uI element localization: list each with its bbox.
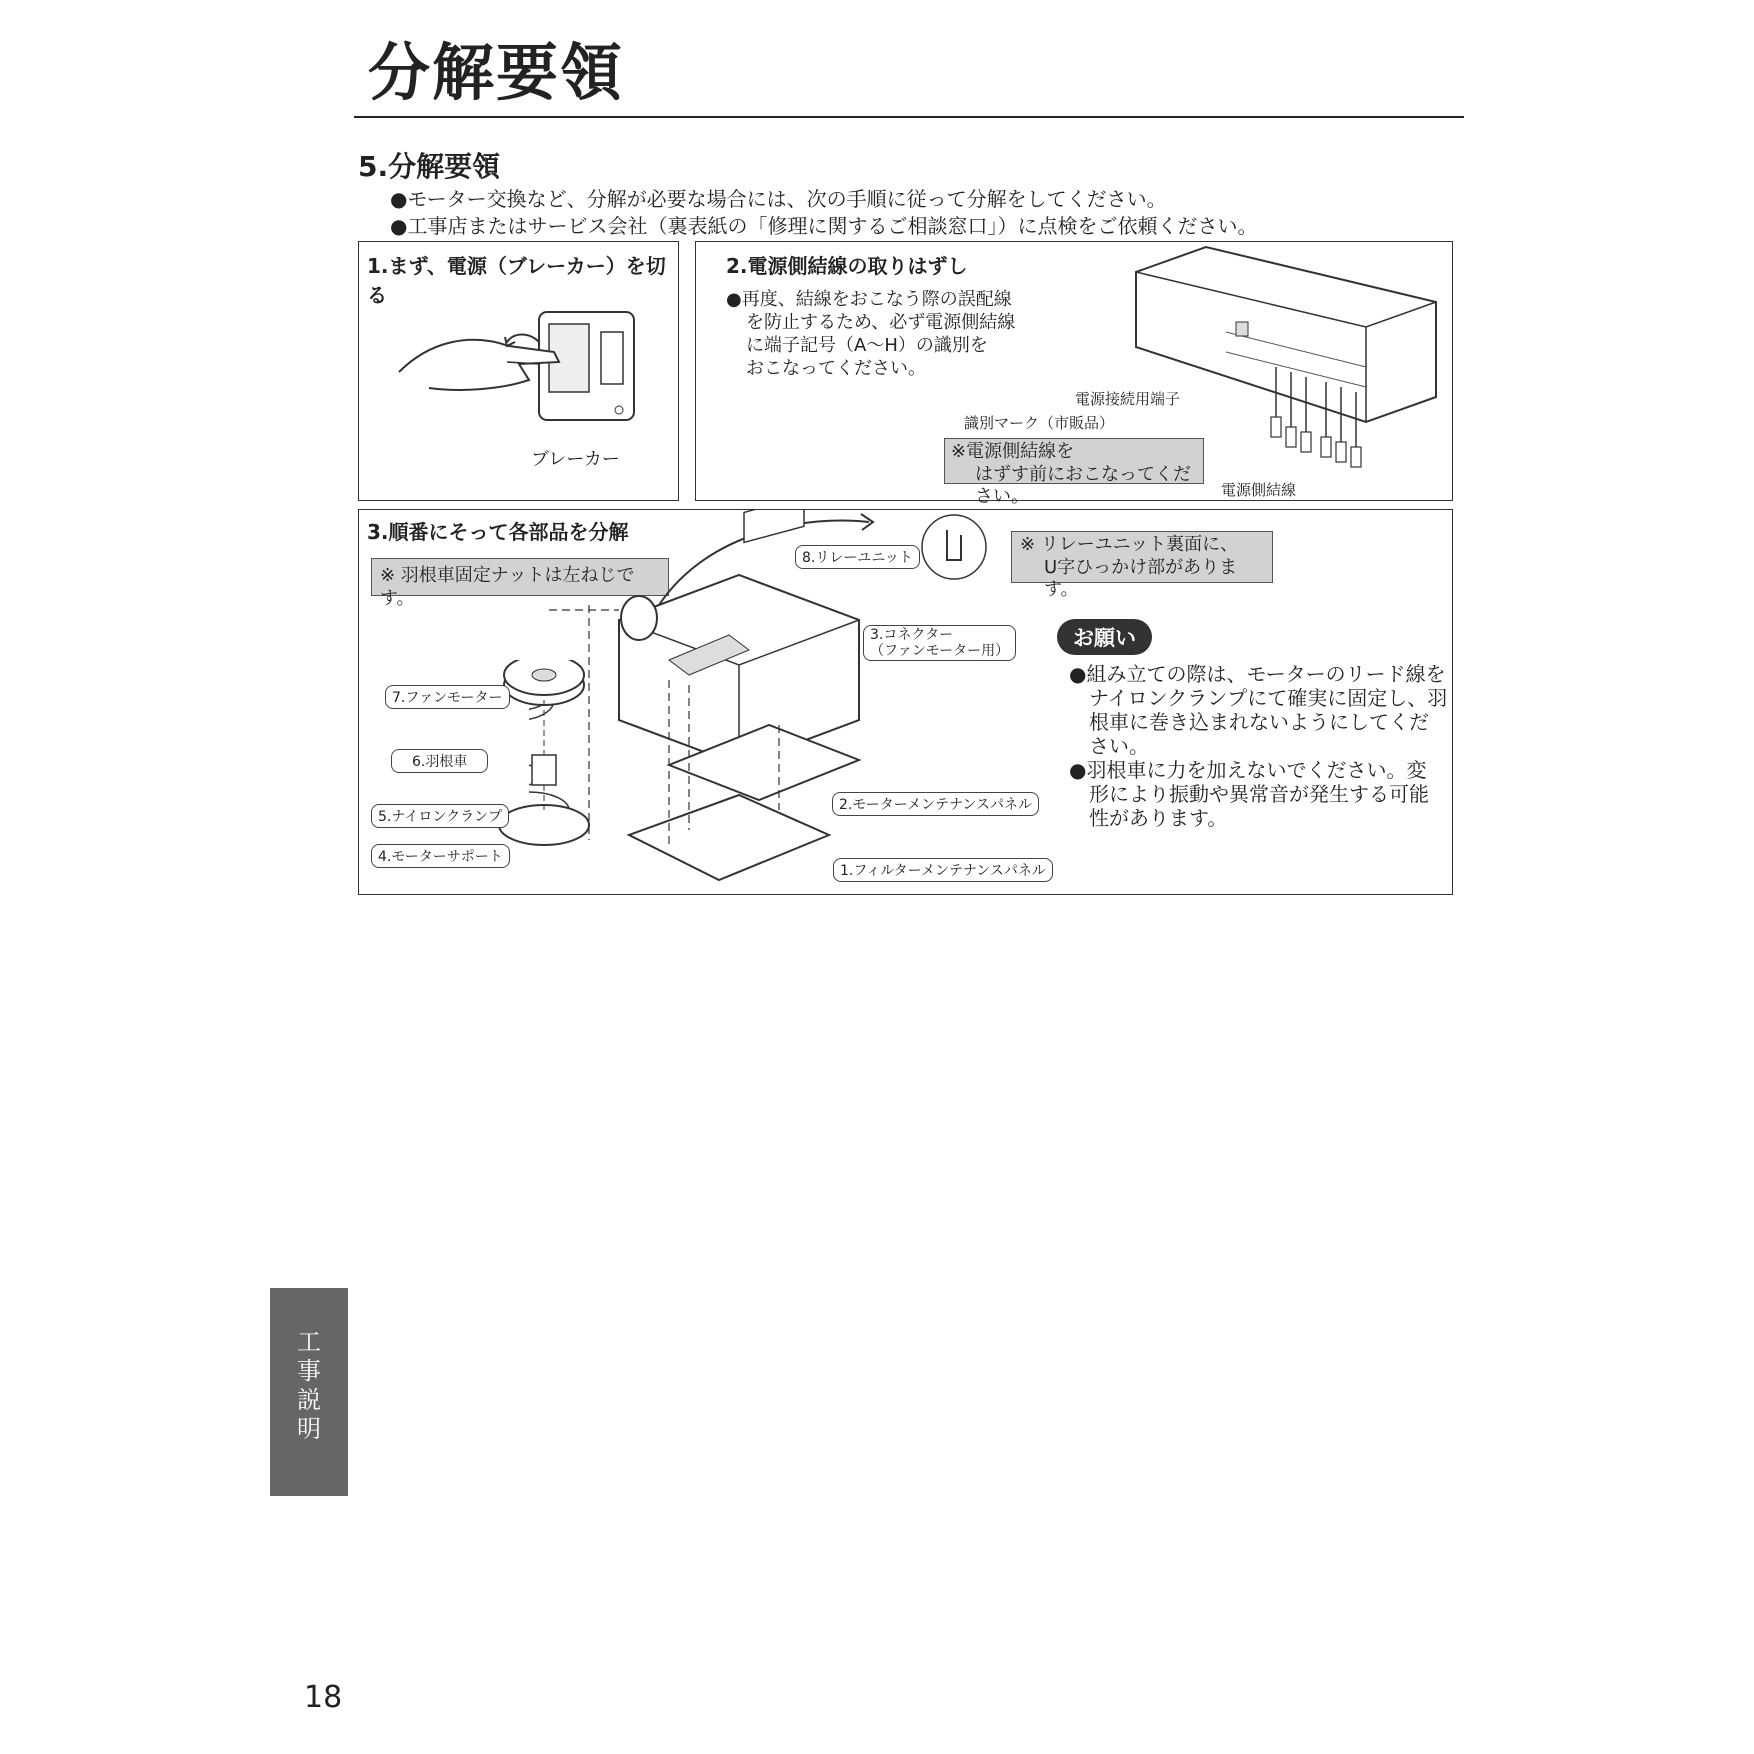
part-label-motor-support: 4.モーターサポート (371, 844, 510, 868)
side-tab-char-4: 明 (297, 1415, 321, 1443)
page-number: 18 (304, 1680, 343, 1715)
side-tab-char-3: 説 (297, 1386, 321, 1414)
step1-panel (358, 241, 679, 501)
request-badge: お願い (1057, 619, 1152, 655)
part-label-nylon-clamp: 5.ナイロンクランプ (371, 804, 509, 828)
step2-text-2: を防止するため、必ず電源側結線 (746, 312, 1016, 333)
relay-note-line-2: U字ひっかけ部があります。 (1044, 556, 1238, 600)
part-label-connector (863, 625, 1016, 661)
breaker-label: ブレーカー (531, 449, 620, 470)
request-line-1: ●組み立ての際は、モーターのリード線を (1069, 662, 1446, 686)
side-tab-char-2: 事 (297, 1357, 321, 1385)
step2-text-1: ●再度、結線をおこなう際の誤配線 (726, 289, 1012, 310)
wire-label: 電源側結線 (1221, 481, 1297, 499)
relay-note-line-1: ※ リレーユニット裏面に、 (1020, 534, 1239, 555)
step2-heading: 2.電源側結線の取りはずし (726, 254, 968, 278)
terminal-label: 電源接続用端子 (1075, 390, 1181, 408)
request-line-7: 性があります。 (1089, 806, 1228, 830)
nut-note: ※ 羽根車固定ナットは左ねじです。 (371, 558, 669, 596)
mark-label: 識別マーク（市販品） (964, 414, 1115, 432)
relay-note (1011, 531, 1273, 600)
request-line-4: さい。 (1089, 734, 1149, 758)
request-text (1069, 662, 1447, 830)
intro-bullet-1: ●モーター交換など、分解が必要な場合には、次の手順に従って分解をしてください。 (390, 187, 1167, 211)
part-label-motor-panel: 2.モーターメンテナンスパネル (832, 792, 1039, 816)
step2-note (944, 438, 1204, 507)
request-line-5: ●羽根車に力を加えないでください。変 (1069, 758, 1427, 782)
step1-heading: 1.まず、電源（ブレーカー）を切る (367, 254, 666, 307)
step3-panel (358, 509, 1453, 895)
request-line-3: 根車に巻き込まれないようにしてくだ (1089, 710, 1429, 734)
step2-note-line-1: ※電源側結線を (951, 441, 1075, 462)
step3-heading: 3.順番にそって各部品を分解 (367, 520, 629, 544)
part-label-filter-panel: 1.フィルターメンテナンスパネル (833, 858, 1053, 882)
step2-text-3: に端子記号（A〜H）の識別を (746, 335, 988, 356)
part-label-relay-unit: 8.リレーユニット (795, 545, 920, 569)
connector-line-1: 3.コネクター (870, 627, 954, 643)
breaker-illustration (389, 302, 659, 442)
connector-line-2: （ファンモーター用） (870, 643, 1010, 660)
part-label-fan-motor: 7.ファンモーター (385, 685, 510, 709)
request-line-2: ナイロンクランプにて確実に固定し、羽 (1089, 686, 1448, 710)
part-label-impeller: 6.羽根車 (391, 749, 488, 773)
step2-text-4: おこなってください。 (746, 358, 926, 379)
page-title: 分解要領 (368, 36, 625, 109)
intro-bullet-2: ●工事店またはサービス会社（裏表紙の「修理に関するご相談窓口」）に点検をご依頼ください。 (390, 214, 1258, 238)
title-divider (354, 116, 1464, 118)
section-heading: 5.分解要領 (358, 150, 501, 183)
relay-hook-detail-icon (919, 510, 989, 585)
side-tab-char-1: 工 (297, 1328, 321, 1356)
step2-panel (695, 241, 1453, 507)
step2-note-line-2: はずす前におこなってください。 (975, 463, 1191, 507)
side-tab (270, 1288, 348, 1496)
request-line-6: 形により振動や異常音が発生する可能 (1089, 782, 1429, 806)
